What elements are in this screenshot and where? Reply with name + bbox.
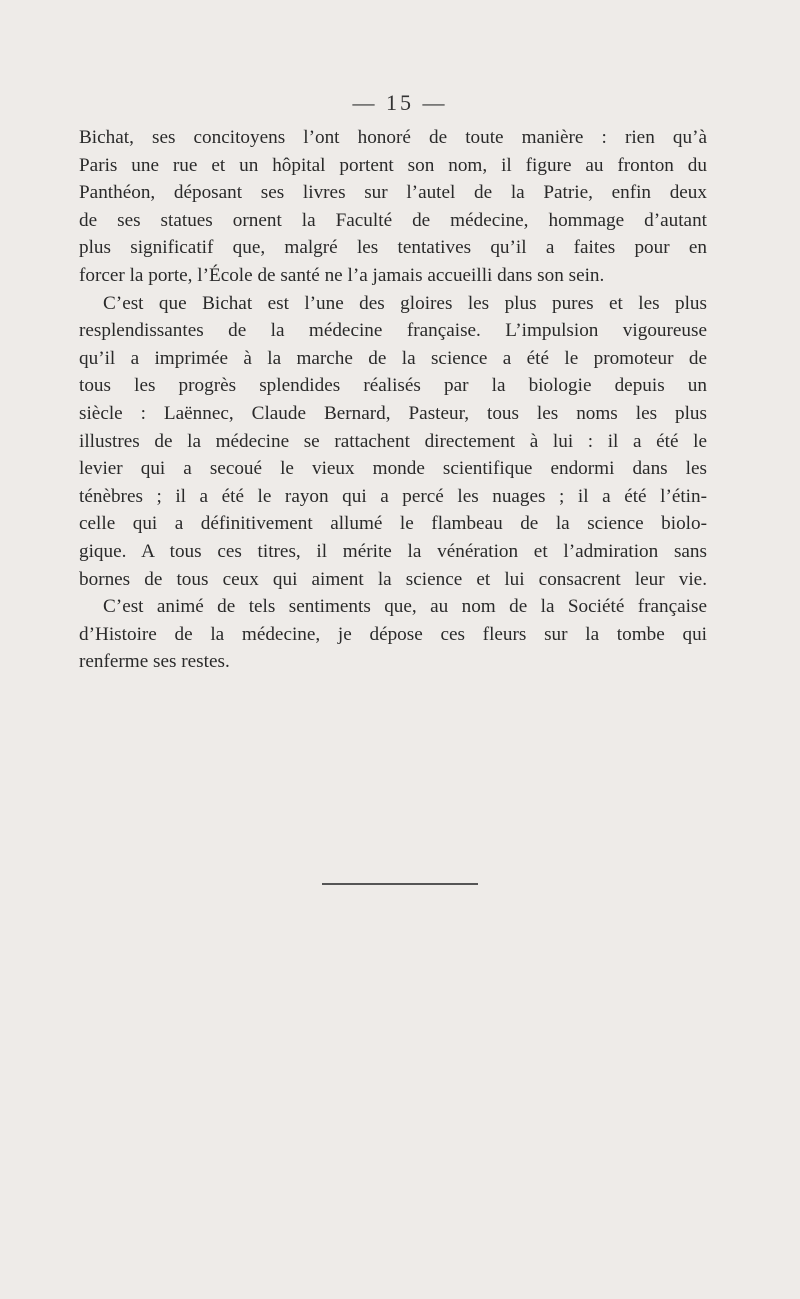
text-line: resplendissantes de la médecine française. L’impulsion vigoureuse bbox=[79, 320, 707, 342]
page-number: — 15 — bbox=[352, 90, 448, 115]
text-line: d’Histoire de la médecine, je dépose ces fleurs sur la tombe qui bbox=[79, 623, 707, 645]
text-line: Panthéon, déposant ses livres sur l’autel de la Patrie, enfin deux bbox=[79, 182, 707, 204]
text-line: illustres de la médecine se rattachent directement à lui : il a été le bbox=[79, 430, 707, 452]
text-line: qu’il a imprimée à la marche de la science a été le promoteur de bbox=[79, 347, 707, 369]
text-line: renferme ses restes. bbox=[79, 651, 230, 673]
section-divider bbox=[322, 883, 478, 885]
text-line: Paris une rue et un hôpital portent son nom, il figure au fronton du bbox=[79, 154, 707, 176]
text-line: gique. A tous ces titres, il mérite la vénération et l’admiration sans bbox=[79, 540, 707, 562]
text-line: siècle : Laënnec, Claude Bernard, Pasteur, tous les noms les plus bbox=[79, 402, 707, 424]
text-line: levier qui a secoué le vieux monde scientifique endormi dans les bbox=[79, 458, 707, 480]
text-line: Bichat, ses concitoyens l’ont honoré de toute manière : rien qu’à bbox=[79, 127, 707, 148]
text-line: C’est animé de tels sentiments que, au nom de la Société française bbox=[103, 596, 707, 618]
text-line: plus significatif que, malgré les tentatives qu’il a faites pour en bbox=[79, 237, 707, 259]
text-line: celle qui a définitivement allumé le flambeau de la science biolo- bbox=[79, 513, 707, 535]
text-line: ténèbres ; il a été le rayon qui a percé les nuages ; il a été l’étin- bbox=[79, 485, 707, 507]
text-line: C’est que Bichat est l’une des gloires les plus pures et les plus bbox=[103, 292, 707, 314]
text-line: tous les progrès splendides réalisés par la biologie depuis un bbox=[79, 375, 707, 397]
text-line: forcer la porte, l’École de santé ne l’a jamais accueilli dans son sein. bbox=[79, 264, 605, 286]
text-line: bornes de tous ceux qui aiment la science et lui consacrent leur vie. bbox=[79, 568, 707, 590]
text-line: de ses statues ornent la Faculté de médecine, hommage d’autant bbox=[79, 209, 707, 231]
body-text bbox=[79, 124, 707, 676]
